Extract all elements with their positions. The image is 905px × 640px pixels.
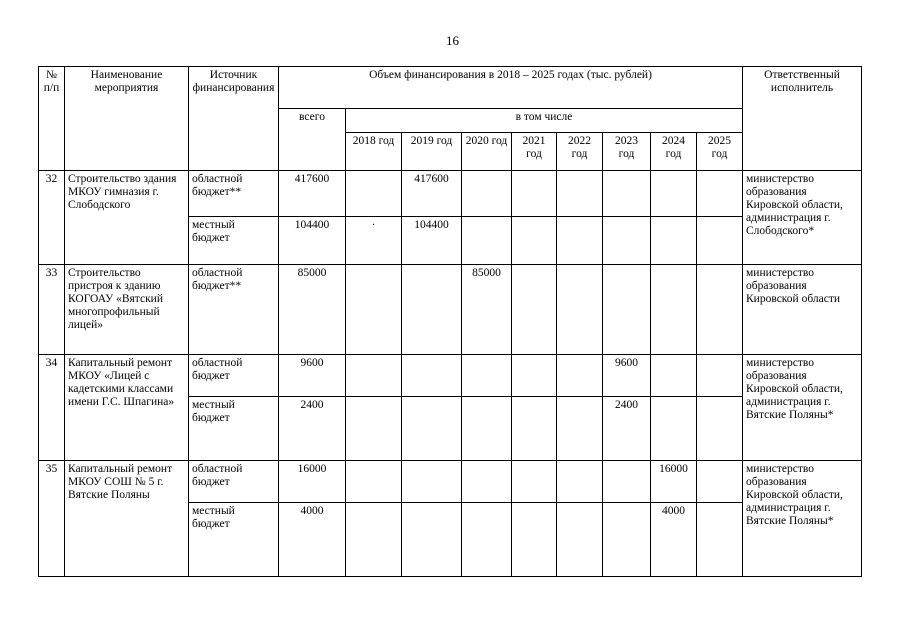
responsible-executor: министерство образования Кировской области, администрация г. Вятские Поляны*: [743, 355, 862, 461]
funding-source: областной бюджет**: [189, 265, 279, 355]
year-amount: [651, 171, 697, 217]
year-amount: [512, 265, 557, 355]
year-amount: [402, 503, 462, 577]
year-amount: [462, 503, 512, 577]
year-amount: [462, 461, 512, 503]
table-row: [39, 355, 862, 397]
year-amount: [557, 461, 603, 503]
year-amount: [697, 217, 743, 265]
funding-source: областной бюджет**: [189, 171, 279, 217]
row-number: 32: [39, 171, 65, 265]
header-financing: Объем финансирования в 2018 – 2025 годах (тыс. рублей): [279, 67, 743, 109]
row-number: 35: [39, 461, 65, 577]
header-year: 2023 год: [603, 133, 651, 171]
year-amount: [512, 397, 557, 461]
funding-source: местный бюджет: [189, 503, 279, 577]
funding-source: местный бюджет: [189, 397, 279, 461]
year-amount: 16000: [651, 461, 697, 503]
year-amount: 104400: [402, 217, 462, 265]
year-amount: [402, 461, 462, 503]
total-amount: 417600: [279, 171, 346, 217]
year-amount: [346, 265, 402, 355]
year-amount: [512, 355, 557, 397]
year-amount: [557, 355, 603, 397]
table-row: [39, 171, 862, 217]
year-amount: 85000: [462, 265, 512, 355]
year-amount: [462, 397, 512, 461]
year-amount: [651, 355, 697, 397]
year-amount: 9600: [603, 355, 651, 397]
year-amount: [697, 461, 743, 503]
year-amount: [512, 461, 557, 503]
total-amount: 104400: [279, 217, 346, 265]
event-name: Капитальный ремонт МКОУ «Лицей с кадетскими классами имени Г.С. Шпагина»: [65, 355, 189, 461]
header-year: 2020 год: [462, 133, 512, 171]
year-amount: 4000: [651, 503, 697, 577]
row-number: 34: [39, 355, 65, 461]
year-amount: [402, 397, 462, 461]
responsible-executor: министерство образования Кировской области, администрация г. Слободского*: [743, 171, 862, 265]
year-amount: [603, 171, 651, 217]
year-amount: [651, 217, 697, 265]
header-year: 2018 год: [346, 133, 402, 171]
header-source: Источник финансирования: [189, 67, 279, 171]
event-name: Капитальный ремонт МКОУ СОШ № 5 г. Вятские Поляны: [65, 461, 189, 577]
year-amount: [402, 265, 462, 355]
row-number: 33: [39, 265, 65, 355]
total-amount: 9600: [279, 355, 346, 397]
total-amount: 16000: [279, 461, 346, 503]
header-num: № п/п: [39, 67, 65, 171]
year-amount: [512, 503, 557, 577]
header-year: 2025 год: [697, 133, 743, 171]
total-amount: 85000: [279, 265, 346, 355]
year-amount: [697, 171, 743, 217]
year-amount: [603, 217, 651, 265]
event-name: Строительство здания МКОУ гимназия г. Слободского: [65, 171, 189, 265]
year-amount: [346, 397, 402, 461]
funding-source: местный бюджет: [189, 217, 279, 265]
responsible-executor: министерство образования Кировской области, администрация г. Вятские Поляны*: [743, 461, 862, 577]
year-amount: [346, 171, 402, 217]
total-amount: 4000: [279, 503, 346, 577]
year-amount: 2400: [603, 397, 651, 461]
year-amount: 417600: [402, 171, 462, 217]
year-amount: [603, 503, 651, 577]
total-amount: 2400: [279, 397, 346, 461]
year-amount: [346, 503, 402, 577]
header-year: 2024 год: [651, 133, 697, 171]
financing-table: [38, 66, 862, 577]
year-amount: [557, 265, 603, 355]
year-amount: [462, 171, 512, 217]
header-year: 2019 год: [402, 133, 462, 171]
year-amount: [557, 217, 603, 265]
funding-source: областной бюджет: [189, 461, 279, 503]
header-year: 2022 год: [557, 133, 603, 171]
year-amount: [462, 355, 512, 397]
responsible-executor: министерство образования Кировской области: [743, 265, 862, 355]
year-amount: [603, 461, 651, 503]
year-amount: [697, 503, 743, 577]
header-total: всего: [279, 109, 346, 171]
year-amount: [557, 171, 603, 217]
year-amount: [346, 461, 402, 503]
year-amount: [557, 503, 603, 577]
funding-source: областной бюджет: [189, 355, 279, 397]
page-number: 16: [446, 33, 459, 48]
year-amount: [557, 397, 603, 461]
year-amount: [697, 397, 743, 461]
year-amount: [512, 217, 557, 265]
header-year: 2021 год: [512, 133, 557, 171]
year-amount: [346, 355, 402, 397]
header-name: Наименование мероприятия: [65, 67, 189, 171]
year-amount: [697, 265, 743, 355]
table-row: [39, 461, 862, 503]
year-amount: [402, 355, 462, 397]
header-including: в том числе: [346, 109, 743, 133]
header-responsible: Ответственный исполнитель: [743, 67, 862, 171]
year-amount: [651, 397, 697, 461]
year-amount: [651, 265, 697, 355]
year-amount: [462, 217, 512, 265]
event-name: Строительство пристроя к зданию КОГОАУ «Вятский многопрофильный лицей»: [65, 265, 189, 355]
year-amount: [697, 355, 743, 397]
table-row: [39, 265, 862, 355]
year-amount: [603, 265, 651, 355]
year-amount: ·: [346, 217, 402, 265]
year-amount: [512, 171, 557, 217]
